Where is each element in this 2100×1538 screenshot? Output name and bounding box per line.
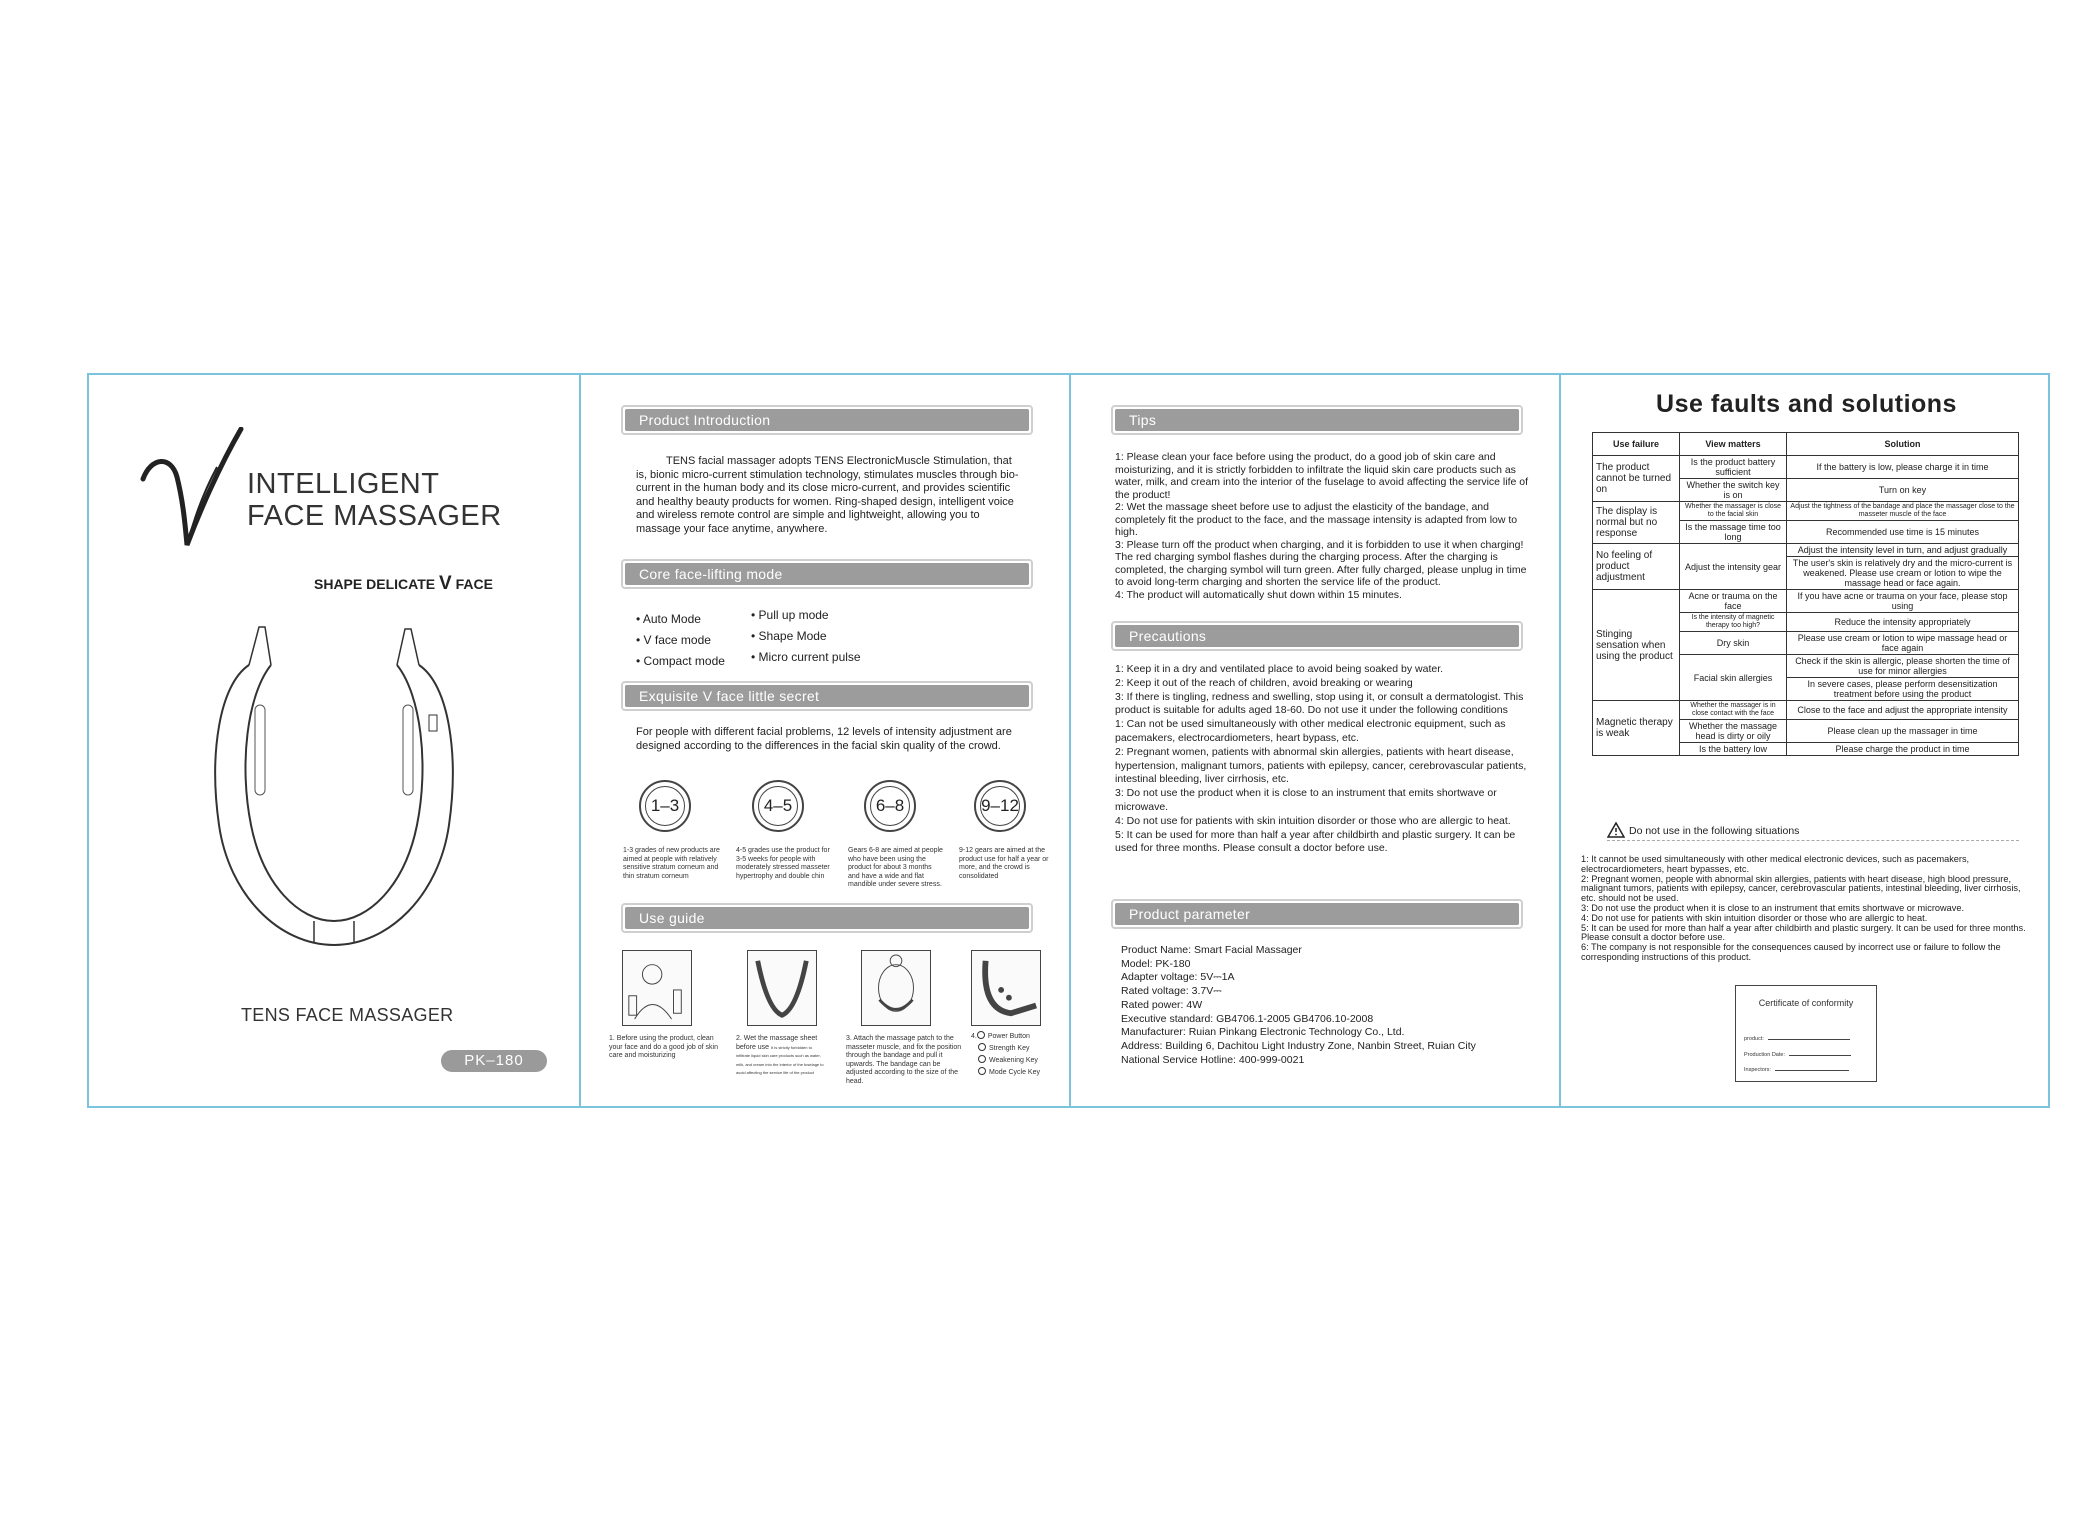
param-item: Address: Building 6, Dachitou Light Industry Zone, Nanbin Street, Ruian City [1121, 1039, 1476, 1052]
table-row [1593, 590, 2019, 613]
level-desc: 9-12 gears are aimed at the product use for half a year or more, and the crowd is consolidated [959, 847, 1049, 880]
brand-line-1: INTELLIGENT [247, 468, 440, 500]
cert-field: Inspectors: [1744, 1067, 1849, 1073]
failure-cell: The display is normal but no response [1593, 502, 1680, 544]
mode-item: • Micro current pulse [751, 650, 861, 664]
param-item: Rated voltage: 3.7V⎓ [1121, 985, 1222, 998]
intro-text: TENS facial massager adopts TENS ElectronicMuscle Stimulation, that is, bionic micro-current stimulation technology, stimulates muscles through bio-current in the human body and its close micro-current, and provides scientific and healthy beauty products for women. Ring-shaped design, intelligent voice and wireless remote control are simple and lightweight, allowing you to massage your face anytime, anywhere. [636, 455, 1019, 535]
param-item: Adapter voltage: 5V⎓1A [1121, 971, 1235, 984]
key-mode-cycle: Mode Cycle Key [971, 1067, 1040, 1079]
matter-cell: Whether the switch key is on [1680, 479, 1787, 502]
guide-image-cleaning [622, 950, 692, 1026]
warning-text: 1: It cannot be used simultaneously with other medical electronic devices, such as pacemakers, electrocardiometers, heart bypasses, etc. 2: Pregnant women, people with abnormal skin allergies, patients with heart disease, high blood pressure, malignant tumors, patients with epilepsy, cancer, cerebrovascular patients, intestinal bleeding, liver cirrhosis, etc. should not be used. 3: Do not use the product when it is close to an instrument that emits shortwave or microwave. 4: Do not use for patients with skin intuition disorder or those who are allergic to heat. 5: It can be used for more than half a year after childbirth and plastic surgery. It can be used for three months. Please consult a doctor before use. 6: The company is not responsible for the consequences caused by incorrect use or failure to follow the corresponding instructions of this product. [1581, 854, 2026, 962]
cert-field: Production Date: [1744, 1052, 1851, 1058]
level-desc: 1-3 grades of new products are aimed at people with relatively sensitive stratum corneum and thin stratum corneum [623, 847, 720, 880]
solution-cell: Close to the face and adjust the appropriate intensity [1787, 701, 2019, 720]
divider [1607, 840, 2019, 842]
brand-name [247, 468, 502, 532]
precautions-header [1111, 621, 1523, 651]
col-header: Use failure [1593, 433, 1680, 456]
precautions-text: 1: Keep it in a dry and ventilated place to avoid being soaked by water. 2: Keep it out of the reach of children, avoid breaking or wearing 3: If there is tingling, redness and swelling, stop using it, or consult a dermatologist. This product is suitable for adults aged 18-60. Do not use it under the following conditions 1: Can not be used simultaneously with other medical electronic equipment, such as pacemakers, electrocardiometers, heart bypass, etc. 2: Pregnant women, patients with abnormal skin allergies, patients with heart disease, hypertension, malignant tumors, patients with epilepsy, cancer, cerebrovascular patients, intestinal bleeding, liver cirrhosis, etc. 3: Do not use the product when it is close to an instrument that emits shortwave or microwave. 4: Do not use for patients with skin intuition disorder or those who are allergic to heat. 5: It can be used for more than half a year after childbirth and plastic surgery. It can be used for three months. Please consult a doctor before use. [1115, 663, 1527, 855]
certificate-box [1735, 985, 1877, 1082]
mode-item: • Pull up mode [751, 608, 829, 622]
matter-cell: Is the product battery sufficient [1680, 456, 1787, 479]
guide-image-buttons [971, 950, 1041, 1026]
key-weakening: Weakening Key [971, 1055, 1040, 1067]
faults-panel [1561, 375, 2052, 1106]
solution-cell: Reduce the intensity appropriately [1787, 613, 2019, 632]
table-row [1593, 502, 2019, 521]
core-mode-title: Core face-lifting mode [625, 563, 1029, 585]
param-item: Product Name: Smart Facial Massager [1121, 944, 1302, 956]
mode-item: • Compact mode [636, 654, 725, 668]
core-mode-header [621, 559, 1033, 589]
solution-cell: Adjust the tightness of the bandage and place the massager close to the masseter muscle of the face [1787, 502, 2019, 521]
level-circle-1: 1–3 [639, 780, 691, 832]
slogan-post: FACE [455, 576, 493, 592]
manual-sheet [87, 373, 2050, 1108]
guide-step-1: 1. Before using the product, clean your face and do a good job of skin care and moisturizing [609, 1035, 718, 1059]
matter-cell: Is the intensity of magnetic therapy too high? [1680, 613, 1787, 632]
solution-cell: Turn on key [1787, 479, 2019, 502]
solution-cell: Adjust the intensity level in turn, and adjust gradually [1787, 544, 2019, 557]
solution-cell: Please use cream or lotion to wipe massage head or face again [1787, 632, 2019, 655]
col-header: View matters [1680, 433, 1787, 456]
failure-cell: Stinging sensation when using the product [1593, 590, 1680, 701]
guide-header [621, 903, 1033, 933]
warning-title: Do not use in the following situations [1629, 825, 1800, 837]
failure-cell: No feeling of product adjustment [1593, 544, 1680, 590]
key-power: 4. Power Button [971, 1033, 1030, 1040]
guide-step-2: 2. Wet the massage sheet before use It is strictly forbidden to infiltrate liquid skin care products such as water, milk, and cream into the interior of the fuselage to avoid affecting the service life of the product [736, 1035, 824, 1075]
param-header [1111, 899, 1523, 929]
matter-cell: Whether the massager is close to the facial skin [1680, 502, 1787, 521]
faults-table [1592, 432, 2019, 756]
certificate-title: Certificate of conformity [1758, 998, 1854, 1008]
solution-cell: Check if the skin is allergic, please shorten the time of use for minor allergies [1787, 655, 2019, 678]
cover-product-title: TENS FACE MASSAGER [241, 1005, 454, 1025]
matter-cell: Whether the massage head is dirty or oily [1680, 720, 1787, 743]
param-title: Product parameter [1115, 903, 1519, 925]
level-desc: 4-5 grades use the product for 3-5 weeks for people with moderately stressed masseter hypertrophy and double chin [736, 847, 830, 880]
mode-item: • V face mode [636, 633, 711, 647]
matter-cell: Acne or trauma on the face [1680, 590, 1787, 613]
solution-cell: If you have acne or trauma on your face, please stop using [1787, 590, 2019, 613]
failure-cell: Magnetic therapy is weak [1593, 701, 1680, 756]
matter-cell: Whether the massager is in close contact with the face [1680, 701, 1787, 720]
param-item: Rated power: 4W [1121, 998, 1203, 1011]
mode-item: • Auto Mode [636, 612, 701, 626]
param-item: Executive standard: GB4706.1-2005 GB4706.10-2008 [1121, 1012, 1374, 1025]
slogan [314, 573, 493, 595]
cover-panel [89, 375, 579, 1106]
intro-header [621, 405, 1033, 435]
key-strength: Strength Key [971, 1043, 1040, 1055]
matter-cell: Dry skin [1680, 632, 1787, 655]
massager-device-illustration [209, 625, 459, 955]
faults-title: Use faults and solutions [1656, 390, 1957, 418]
v-logo-icon [137, 427, 247, 557]
tips-text: 1: Please clean your face before using the product, do a good job of skin care and moisturizing, and it is strictly forbidden to infiltrate the liquid skin care products such as water, milk, and cream into the interior of the fuselage to avoid affecting the service life of the product! 2: Wet the massage sheet before use to adjust the elasticity of the bandage, and completely fit the product to the face, and the massage intensity is adapted from low to high. 3: Please turn off the product when charging, and it is forbidden to use it when charging! The red charging symbol flashes during the charging process. After the charging is completed, the charging symbol will turn green. After fully charged, please unplug in time to avoid long-term charging and shorten the service life of the product. 4: The product will automatically shut down within 15 minutes. [1115, 451, 1529, 601]
level-desc: Gears 6-8 are aimed at people who have been using the product for about 3 months and have a wide and flat mandible under severe stress. [848, 847, 943, 888]
matter-cell: Is the massage time too long [1680, 521, 1787, 544]
param-list [1121, 944, 1541, 1067]
solution-cell: If the battery is low, please charge it in time [1787, 456, 2019, 479]
modes-left-list [636, 609, 756, 672]
level-circle-2: 4–5 [752, 780, 804, 832]
table-row [1593, 456, 2019, 479]
warning-icon [1607, 822, 1625, 838]
matter-cell: Is the battery low [1680, 743, 1787, 756]
precautions-title: Precautions [1115, 625, 1519, 647]
slogan-v: V [438, 573, 452, 594]
slogan-pre: SHAPE DELICATE [314, 576, 436, 592]
solution-cell: The user's skin is relatively dry and the micro-current is weakened. Please use cream or lotion to wipe the massage head or face again. [1787, 557, 2019, 590]
matter-cell: Adjust the intensity gear [1680, 544, 1787, 590]
level-circle-3: 6–8 [864, 780, 916, 832]
table-row [1593, 701, 2019, 720]
level-circle-4: 9–12 [974, 780, 1026, 832]
param-item: Model: PK-180 [1121, 957, 1191, 970]
tips-header [1111, 405, 1523, 435]
guide-title: Use guide [625, 907, 1029, 929]
secret-title: Exquisite V face little secret [625, 685, 1029, 707]
tips-title: Tips [1115, 409, 1519, 431]
secret-header [621, 681, 1033, 711]
intro-panel [581, 375, 1071, 1106]
guide-step-3: 3. Attach the massage patch to the masseter muscle, and fix the position through the bandage and pull it upwards. The bandage can be adjusted according to the size of the head. [846, 1035, 962, 1085]
matter-cell: Facial skin allergies [1680, 655, 1787, 701]
col-header: Solution [1787, 433, 2019, 456]
solution-cell: Please clean up the massager in time [1787, 720, 2019, 743]
cert-field: product: [1744, 1036, 1850, 1042]
guide-image-attach [861, 950, 931, 1026]
mode-item: • Shape Mode [751, 629, 827, 643]
table-row [1593, 544, 2019, 557]
param-item: National Service Hotline: 400-999-0021 [1121, 1053, 1305, 1066]
guide-image-wet-sheet [747, 950, 817, 1026]
solution-cell: In severe cases, please perform desensitization treatment before using the product [1787, 678, 2019, 701]
brand-line-2: FACE MASSAGER [247, 500, 502, 532]
model-badge: PK–180 [441, 1050, 547, 1072]
param-item: Manufacturer: Ruian Pinkang Electronic Technology Co., Ltd. [1121, 1026, 1405, 1039]
failure-cell: The product cannot be turned on [1593, 456, 1680, 502]
intro-title: Product Introduction [625, 409, 1029, 431]
secret-text: For people with different facial problems, 12 levels of intensity adjustment are designed according to the differences in the facial skin quality of the crowd. [636, 726, 1012, 752]
solution-cell: Please charge the product in time [1787, 743, 2019, 756]
tips-panel [1071, 375, 1561, 1106]
solution-cell: Recommended use time is 15 minutes [1787, 521, 2019, 544]
table-header-row [1593, 433, 2019, 456]
modes-right-list [751, 605, 911, 668]
key-legend [971, 1031, 1040, 1079]
